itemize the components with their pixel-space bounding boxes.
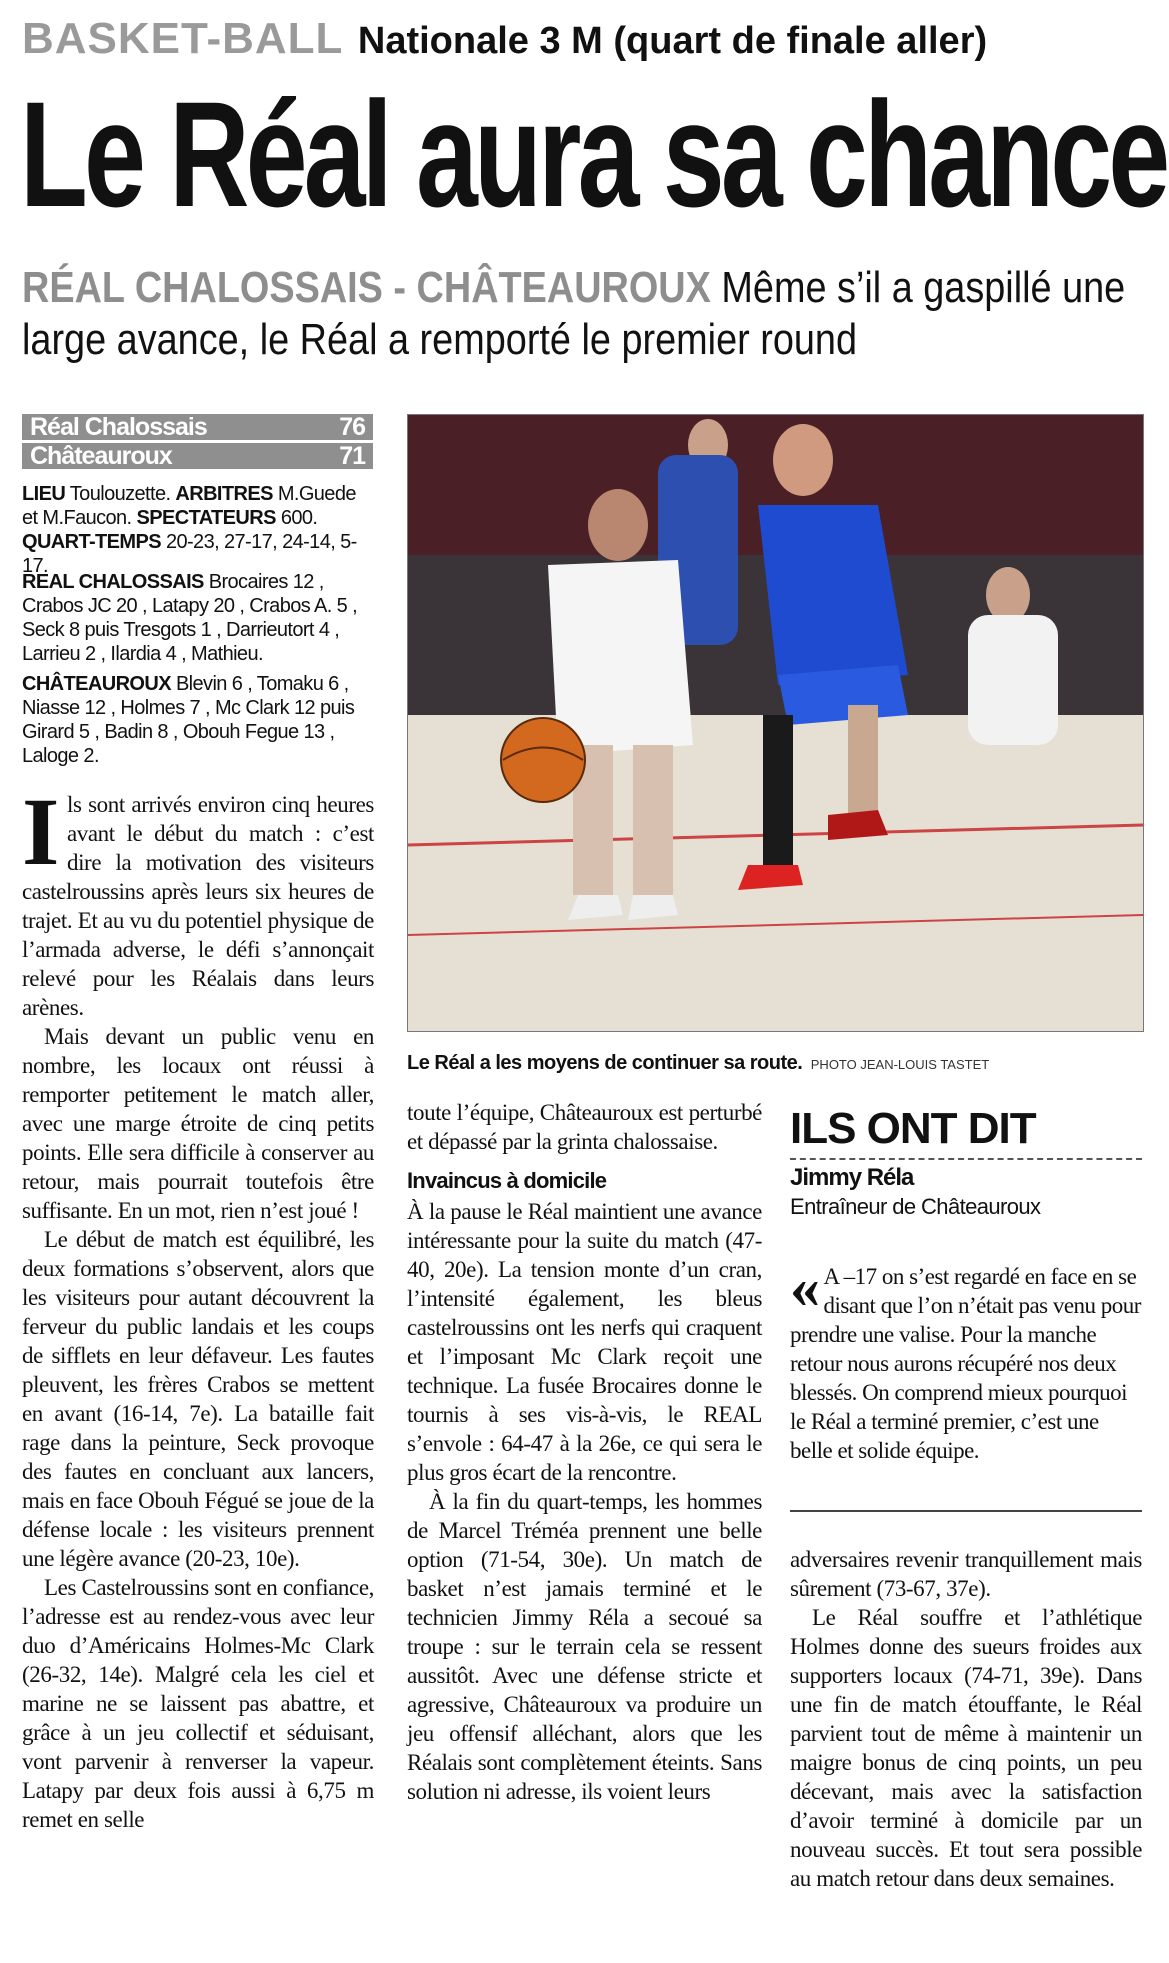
drop-cap: I bbox=[22, 778, 59, 885]
team-points: 76 bbox=[339, 412, 365, 441]
paragraph: Le Réal souffre et l’athlétique Holmes donne des sueurs froides aux supporters locaux (74-71, 39e). Dans une fin de match étouffante, le Réal parvient tout de même à maintenir un maigre bonus de cinq points, un peu décevant, mais avec la satisfaction d’avoir terminé à domicile par un nouveau succès. Et tout sera possible au match retour dans deux semaines. bbox=[790, 1605, 1142, 1891]
score-row bbox=[22, 443, 373, 469]
author-role: Entraîneur de Châteauroux bbox=[790, 1194, 1041, 1219]
paragraph: adversaires revenir tranquillement mais sûrement (73-67, 37e). bbox=[790, 1547, 1142, 1601]
value: Toulouzette. bbox=[69, 483, 171, 505]
paragraph-text: ls sont arrivés environ cinq heures avant le début du match : c’est dire la motivation des visiteurs castelroussins après leurs six heures de trajet. Et au vu du potentiel physique de l’armada adverse, le défi s’annonçait relevé pour les Réalais dans leurs arènes. bbox=[22, 792, 374, 1020]
sidebar-title: ILS ONT DIT bbox=[790, 1104, 1036, 1153]
match-photo bbox=[407, 414, 1144, 1032]
paragraph: À la fin du quart-temps, les hommes de Marcel Tréméa prennent une belle option (71-54, 30e). Un match de basket n’est jamais terminé et le technicien Jimmy Réla a secoué sa troupe : sur le terrain cela se ressent aussitôt. Avec une défense stricte et agressive, Châteauroux va produire un jeu offensif alléchant, alors que les Réalais sont complètement éteints. Sans solution ni adresse, ils voient leurs bbox=[407, 1489, 762, 1804]
match-info bbox=[22, 482, 373, 578]
value: M.Guede et M.Faucon. bbox=[22, 483, 356, 529]
paragraph: Le début de match est équilibré, les deux formations s’observent, alors que les visiteurs pour autant découvrent la ferveur du public landais et les coups de sifflets en leur défaveur. Les fautes pleuvent, les frères Crabos se mettent en avant (16-14, 7e). La bataille fait rage dans la peinture, Seck provoque des fautes en concluant aux lancers, mais en face Obouh Fégué se joue de la défense locale : les visiteurs prennent une légère avance (20-23, 10e). bbox=[22, 1227, 374, 1571]
value: Brocaires 12 , Crabos JC 20 , Latapy 20 , Crabos A. 5 , Seck 8 puis Tresgots 1 , Darrieutort 4 , Larrieu 2 , Ilardia 4 , Mathieu. bbox=[22, 571, 358, 665]
value: 600. bbox=[280, 507, 318, 529]
caption-text: Le Réal a les moyens de continuer sa route. bbox=[407, 1052, 803, 1074]
kicker bbox=[22, 14, 987, 64]
scoreboard bbox=[22, 414, 373, 472]
photo-caption bbox=[407, 1052, 989, 1075]
label: ARBITRES bbox=[175, 483, 273, 505]
paragraph: Mais devant un public venu en nombre, les locaux ont réussi à remporter petitement le match aller, avec une marge étroite de cinq petits points. Elle sera difficile à conserver au retour, mais pourrait toutefois être suffisante. En un mot, rien n’est joué ! bbox=[22, 1024, 374, 1223]
quote-block bbox=[790, 1254, 1142, 1465]
label: REAL CHALOSSAIS bbox=[22, 571, 204, 593]
photo-credit: PHOTO JEAN-LOUIS TASTET bbox=[810, 1057, 990, 1072]
team-name: Réal Chalossais bbox=[30, 412, 207, 441]
label: SPECTATEURS bbox=[136, 507, 276, 529]
article-column-1 bbox=[22, 778, 374, 1834]
divider bbox=[790, 1510, 1142, 1512]
section-label: BASKET-BALL bbox=[22, 14, 344, 63]
quote-mark-icon: « bbox=[790, 1254, 820, 1320]
score-row bbox=[22, 414, 373, 440]
headline: Le Réal aura sa chance bbox=[20, 70, 1167, 238]
subhead-text: Même s’il a gaspillé une large avance, le Réal a remporté le premier round bbox=[22, 263, 1126, 364]
author-name: Jimmy Réla bbox=[790, 1164, 914, 1191]
paragraph: À la pause le Réal maintient une avance intéressante pour la suite du match (47-40, 20e). La tension monte d’un cran, l’intensité également, les bleus castelroussins ont les nerfs qui craquent et l’imposant Mc Clark reçoit une technique. La fusée Brocaires donne le tournis à ses vis-à-vis, le REAL s’envole : 64-47 à la 26e, ce qui sera le plus gros écart de la rencontre. bbox=[407, 1199, 762, 1485]
subhead bbox=[22, 262, 1149, 366]
team2-lineup bbox=[22, 672, 373, 768]
team-name: Châteauroux bbox=[30, 441, 172, 470]
quote-text: A –17 on s’est regardé en face en se disant que l’on n’était pas venu pour prendre une valise. Pour la manche retour nous aurons récupéré nos deux blessés. On comprend mieux pourquoi le Réal a terminé premier, c’est une belle et solide équipe. bbox=[790, 1264, 1141, 1463]
competition-label: Nationale 3 M (quart de finale aller) bbox=[357, 20, 988, 62]
value: Blevin 6 , Tomaku 6 , Niasse 12 , Holmes 7 , Mc Clark 12 puis Girard 5 , Badin 8 , Obouh Fegue 13 , Laloge 2. bbox=[22, 673, 355, 767]
article-column-2 bbox=[407, 1098, 762, 1806]
team1-lineup bbox=[22, 570, 373, 666]
basketball-players-image bbox=[408, 415, 1143, 1031]
label: QUART-TEMPS bbox=[22, 531, 161, 553]
team-points: 71 bbox=[339, 441, 365, 470]
dashed-divider bbox=[790, 1158, 1142, 1160]
paragraph bbox=[22, 778, 374, 1022]
label: CHÂTEAUROUX bbox=[22, 673, 171, 695]
paragraph: Les Castelroussins sont en confiance, l’adresse est au rendez-vous avec leur duo d’Américains Holmes-Mc Clark (26-32, 14e). Malgré cela les ciel et marine ne se laissent pas abattre, et grâce à un jeu collectif et séduisant, vont parvenir à renverser la vapeur. Latapy par deux fois aussi à 6,75 m remet en selle bbox=[22, 1575, 374, 1832]
label: LIEU bbox=[22, 483, 66, 505]
section-subtitle: Invaincus à domicile bbox=[407, 1168, 607, 1193]
quote-author bbox=[790, 1164, 1040, 1220]
article-column-3 bbox=[790, 1545, 1142, 1893]
value: 20-23, 27-17, 24-14, 5-17. bbox=[22, 531, 357, 577]
paragraph: toute l’équipe, Châteauroux est perturbé et dépassé par la grinta chalossaise. bbox=[407, 1100, 762, 1154]
subhead-teams: RÉAL CHALOSSAIS - CHÂTEAUROUX bbox=[22, 263, 711, 312]
